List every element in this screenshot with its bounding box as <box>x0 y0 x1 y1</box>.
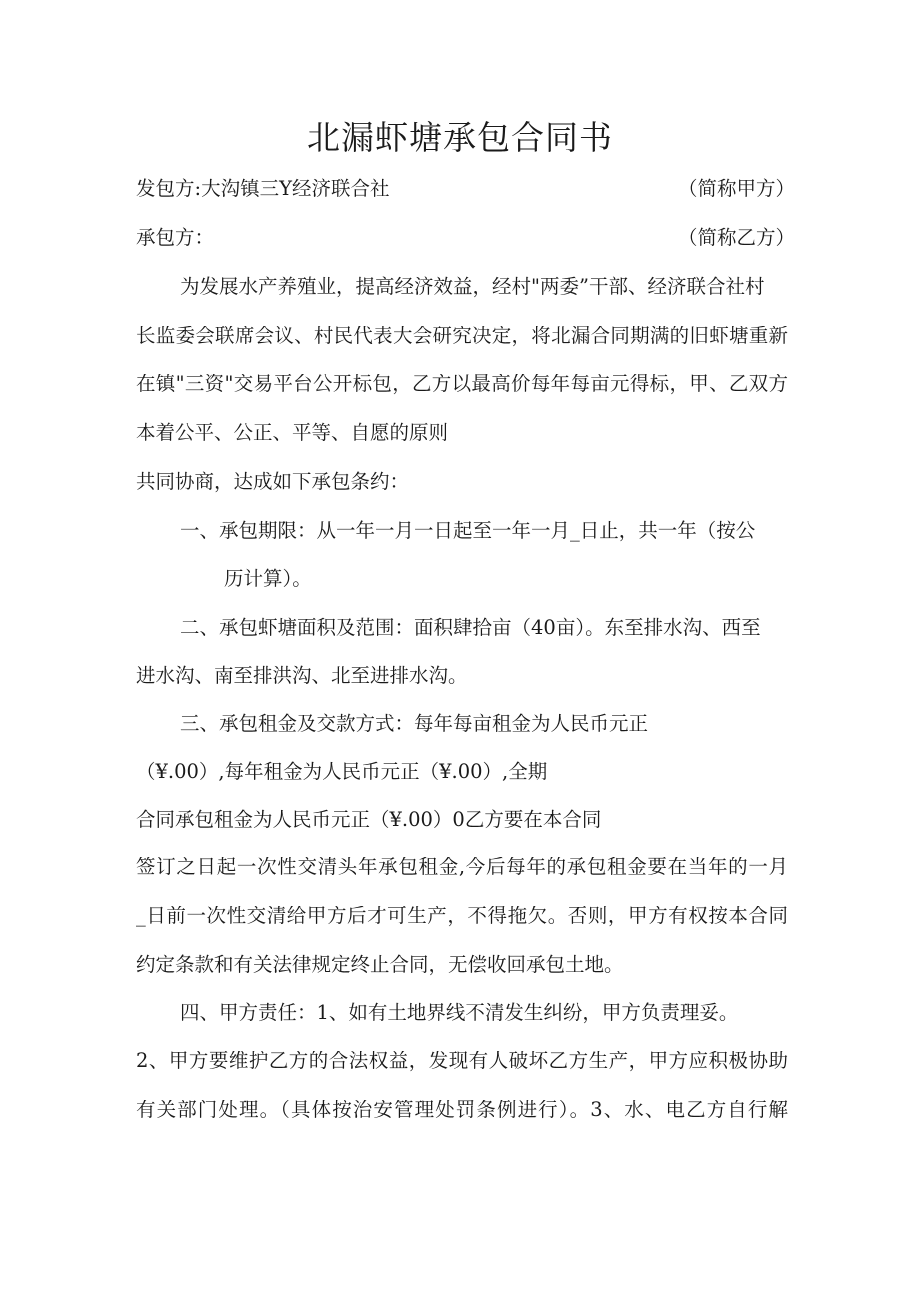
preamble-line-5: 共同协商，达成如下承包条约： <box>136 470 410 493</box>
clause-1-line-1: 一、承包期限：从一年一月一日起至一年一月_日止，共一年（按公 <box>180 519 756 542</box>
party-a-abbreviation: （简称甲方） <box>678 177 796 200</box>
clause-3-line-2: （¥.00）,每年租金为人民币元正（¥.00）,全期 <box>136 760 548 783</box>
preamble-line-2: 长监委会联席会议、村民代表大会研究决定，将北漏合同期满的旧虾塘重新 <box>136 326 788 347</box>
clause-4-line-1: 四、甲方责任：1、如有土地界线不清发生纠纷，甲方负责理妥。 <box>180 1001 739 1024</box>
party-a-line: 发包方:大沟镇三Y经济联合社 <box>136 177 390 200</box>
party-b-line: 承包方： <box>136 226 215 249</box>
clause-3-line-6: 约定条款和有关法律规定终止合同，无偿收回承包土地。 <box>136 953 624 976</box>
clause-2-line-1: 二、承包虾塘面积及范围：面积肆拾亩（40亩）。东至排水沟、西至 <box>180 616 761 639</box>
clause-3-line-5: _日前一次性交清给甲方后才可生产，不得拖欠。否则，甲方有权按本合同 <box>136 906 788 927</box>
clause-4-line-2: 2、甲方要维护乙方的合法权益，发现有人破坏乙方生产，甲方应积极协助 <box>136 1051 788 1072</box>
clause-2-line-2: 进水沟、南至排洪沟、北至进排水沟。 <box>136 664 468 687</box>
clause-4-line-3: 有关部门处理。（具体按治安管理处罚条例进行）。3、水、电乙方自行解 <box>136 1100 788 1121</box>
party-b-abbreviation: （简称乙方） <box>678 226 796 249</box>
preamble-line-4: 本着公平、公正、平等、自愿的原则 <box>136 421 449 444</box>
document-title: 北漏虾塘承包合同书 <box>307 118 613 157</box>
clause-3-line-1: 三、承包租金及交款方式：每年每亩租金为人民币元正 <box>180 712 649 735</box>
preamble-line-3: 在镇"三资"交易平台公开标包，乙方以最高价每年每亩元得标，甲、乙双方 <box>136 374 788 395</box>
clause-1-line-2: 历计算）。 <box>224 567 312 590</box>
clause-3-line-3: 合同承包租金为人民币元正（¥.00）0乙方要在本合同 <box>136 808 602 831</box>
clause-3-line-4: 签订之日起一次性交清头年承包租金,今后每年的承包租金要在当年的一月 <box>136 857 788 878</box>
preamble-line-1: 为发展水产养殖业，提高经济效益，经村"两委”干部、经济联合社村 <box>180 275 765 298</box>
